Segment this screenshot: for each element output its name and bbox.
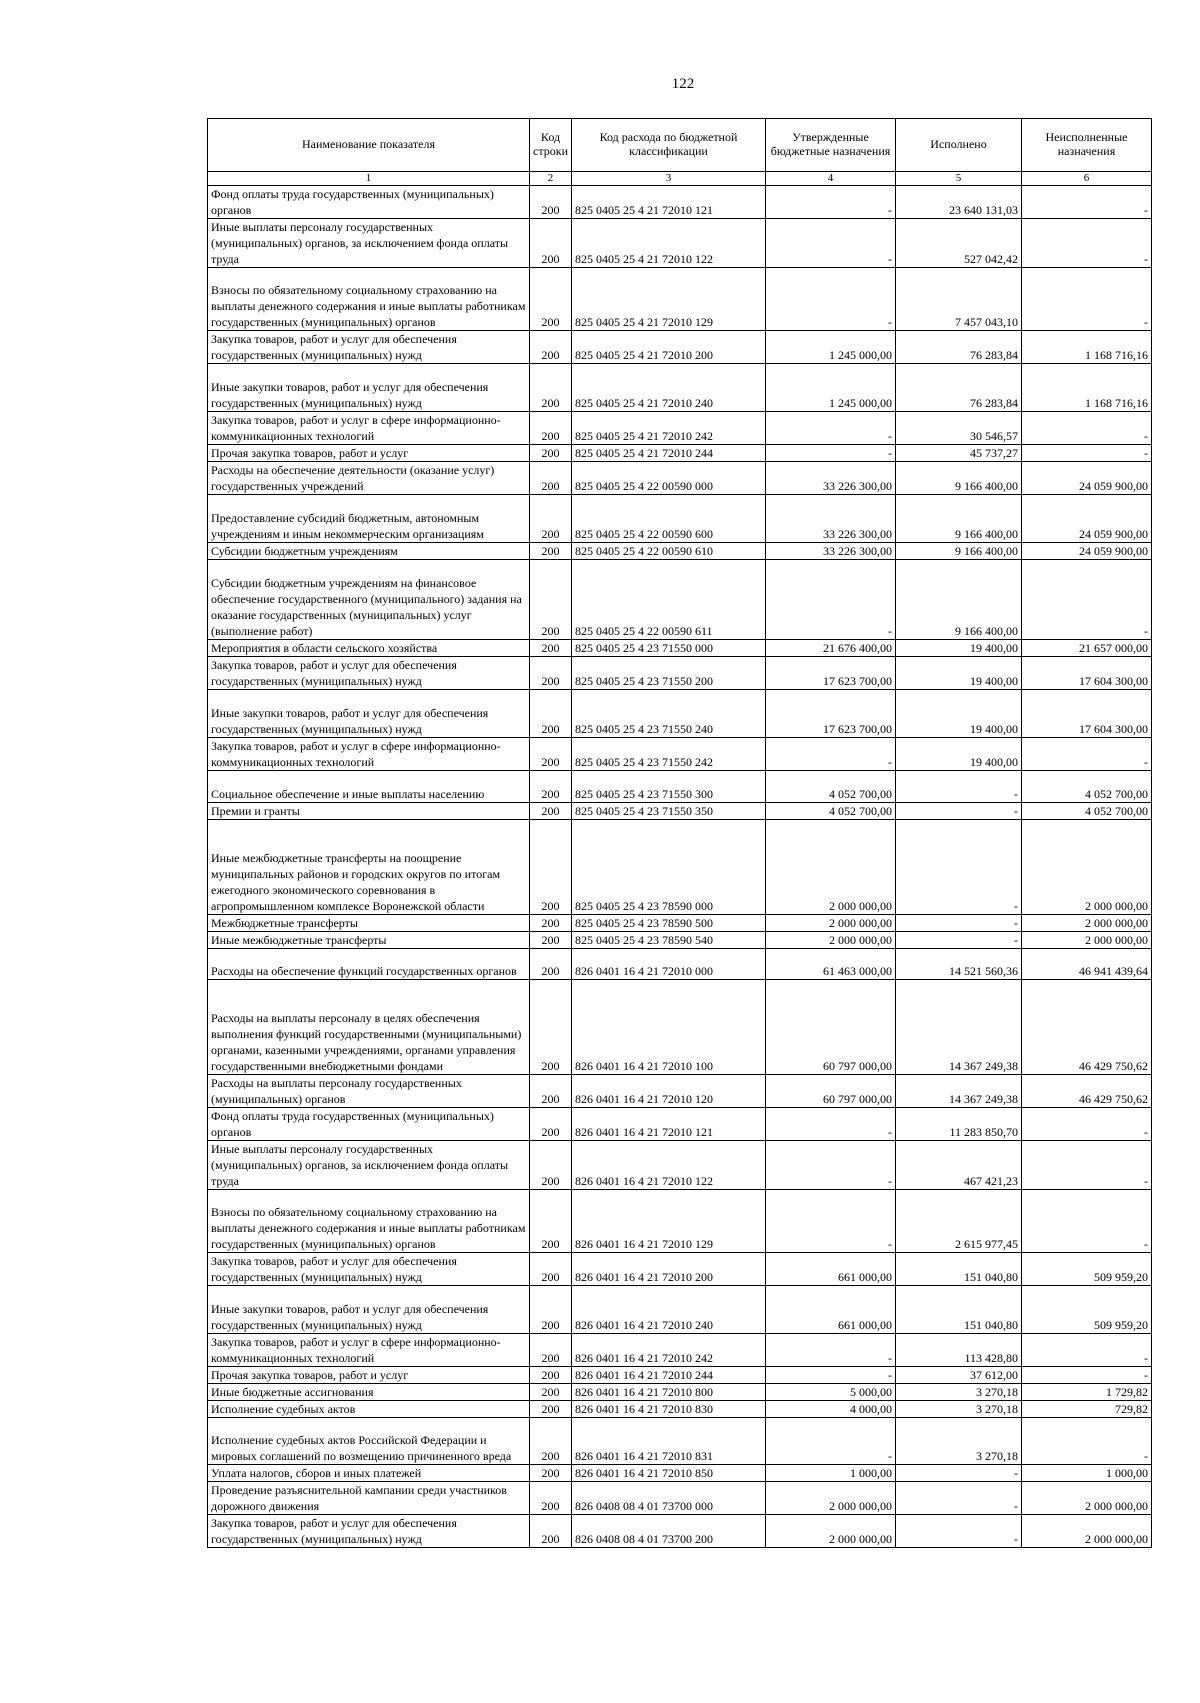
row-remaining-amount: 509 959,20 xyxy=(1022,1252,1152,1285)
table-row xyxy=(208,1366,1152,1383)
row-executed-amount: 527 042,42 xyxy=(896,218,1022,267)
table-row xyxy=(208,1481,1152,1514)
row-line-code: 200 xyxy=(530,1366,572,1383)
row-approved-amount: 2 000 000,00 xyxy=(766,914,896,931)
row-name: Закупка товаров, работ и услуг для обеспечения государственных (муниципальных) нужд xyxy=(208,1252,530,1285)
row-line-code: 200 xyxy=(530,218,572,267)
row-name: Закупка товаров, работ и услуг для обеспечения государственных (муниципальных) нужд xyxy=(208,656,530,689)
row-line-code: 200 xyxy=(530,656,572,689)
table-row xyxy=(208,363,1152,411)
row-remaining-amount: - xyxy=(1022,737,1152,770)
row-remaining-amount: - xyxy=(1022,218,1152,267)
row-executed-amount: 467 421,23 xyxy=(896,1140,1022,1189)
row-name: Межбюджетные трансферты xyxy=(208,914,530,931)
row-name: Исполнение судебных актов xyxy=(208,1400,530,1417)
row-remaining-amount: 4 052 700,00 xyxy=(1022,802,1152,819)
row-executed-amount: 76 283,84 xyxy=(896,330,1022,363)
table-row xyxy=(208,559,1152,639)
header-row xyxy=(208,119,1152,172)
row-approved-amount: - xyxy=(766,185,896,218)
row-line-code: 200 xyxy=(530,542,572,559)
row-remaining-amount: - xyxy=(1022,1189,1152,1252)
row-executed-amount: 9 166 400,00 xyxy=(896,461,1022,494)
row-executed-amount: 23 640 131,03 xyxy=(896,185,1022,218)
row-remaining-amount: 46 429 750,62 xyxy=(1022,1074,1152,1107)
row-classification-code: 826 0401 16 4 21 72010 200 xyxy=(572,1252,766,1285)
row-line-code: 200 xyxy=(530,1514,572,1547)
table-row xyxy=(208,1333,1152,1366)
row-remaining-amount: - xyxy=(1022,267,1152,330)
header-approved: Утвержденные бюджетные назначения xyxy=(766,119,896,172)
row-approved-amount: 2 000 000,00 xyxy=(766,1514,896,1547)
header-number: 1 xyxy=(208,172,530,186)
row-name: Иные закупки товаров, работ и услуг для обеспечения государственных (муниципальных) нужд xyxy=(208,689,530,737)
table-row xyxy=(208,1074,1152,1107)
row-classification-code: 826 0401 16 4 21 72010 121 xyxy=(572,1107,766,1140)
row-line-code: 200 xyxy=(530,185,572,218)
row-line-code: 200 xyxy=(530,444,572,461)
row-approved-amount: 4 052 700,00 xyxy=(766,802,896,819)
row-name: Исполнение судебных актов Российской Федерации и мировых соглашений по возмещению причиненного вреда xyxy=(208,1417,530,1464)
row-line-code: 200 xyxy=(530,267,572,330)
header-remaining: Неисполненные назначения xyxy=(1022,119,1152,172)
row-name: Проведение разъяснительной кампании среди участников дорожного движения xyxy=(208,1481,530,1514)
row-classification-code: 825 0405 25 4 21 72010 121 xyxy=(572,185,766,218)
table-row xyxy=(208,737,1152,770)
row-classification-code: 825 0405 25 4 23 71550 000 xyxy=(572,639,766,656)
row-approved-amount: 33 226 300,00 xyxy=(766,494,896,542)
row-name: Иные выплаты персоналу государственных (муниципальных) органов, за исключением фонда оплаты труда xyxy=(208,218,530,267)
row-line-code: 200 xyxy=(530,1189,572,1252)
row-executed-amount: 9 166 400,00 xyxy=(896,494,1022,542)
table-row xyxy=(208,542,1152,559)
table-row xyxy=(208,1400,1152,1417)
row-line-code: 200 xyxy=(530,979,572,1074)
row-executed-amount: - xyxy=(896,1481,1022,1514)
row-name: Иные закупки товаров, работ и услуг для обеспечения государственных (муниципальных) нужд xyxy=(208,1285,530,1333)
row-remaining-amount: 729,82 xyxy=(1022,1400,1152,1417)
row-remaining-amount: 509 959,20 xyxy=(1022,1285,1152,1333)
row-approved-amount: - xyxy=(766,218,896,267)
row-approved-amount: 4 052 700,00 xyxy=(766,770,896,802)
row-executed-amount: 9 166 400,00 xyxy=(896,542,1022,559)
table-row xyxy=(208,979,1152,1074)
row-approved-amount: 5 000,00 xyxy=(766,1383,896,1400)
row-name: Расходы на обеспечение функций государственных органов xyxy=(208,948,530,979)
row-classification-code: 826 0401 16 4 21 72010 850 xyxy=(572,1464,766,1481)
row-remaining-amount: 17 604 300,00 xyxy=(1022,689,1152,737)
row-approved-amount: - xyxy=(766,1366,896,1383)
row-classification-code: 825 0405 25 4 21 72010 242 xyxy=(572,411,766,444)
row-classification-code: 825 0405 25 4 23 71550 200 xyxy=(572,656,766,689)
row-classification-code: 825 0405 25 4 22 00590 600 xyxy=(572,494,766,542)
row-approved-amount: 4 000,00 xyxy=(766,1400,896,1417)
row-executed-amount: 113 428,80 xyxy=(896,1333,1022,1366)
table-row xyxy=(208,1514,1152,1547)
row-executed-amount: 11 283 850,70 xyxy=(896,1107,1022,1140)
row-name: Закупка товаров, работ и услуг для обеспечения государственных (муниципальных) нужд xyxy=(208,1514,530,1547)
table-row xyxy=(208,461,1152,494)
row-name: Расходы на выплаты персоналу в целях обеспечения выполнения функций государственными (муниципальными) органами, казенными учреждениями, органами управления государственными внебюджетными фондами xyxy=(208,979,530,1074)
row-name: Иные межбюджетные трансферты xyxy=(208,931,530,948)
row-remaining-amount: 24 059 900,00 xyxy=(1022,494,1152,542)
row-approved-amount: 1 000,00 xyxy=(766,1464,896,1481)
table-row xyxy=(208,1107,1152,1140)
row-name: Субсидии бюджетным учреждениям xyxy=(208,542,530,559)
row-line-code: 200 xyxy=(530,1285,572,1333)
row-executed-amount: 3 270,18 xyxy=(896,1400,1022,1417)
row-classification-code: 825 0405 25 4 21 72010 122 xyxy=(572,218,766,267)
row-line-code: 200 xyxy=(530,494,572,542)
row-approved-amount: - xyxy=(766,267,896,330)
row-remaining-amount: 2 000 000,00 xyxy=(1022,931,1152,948)
row-executed-amount: - xyxy=(896,1464,1022,1481)
row-classification-code: 826 0408 08 4 01 73700 200 xyxy=(572,1514,766,1547)
row-remaining-amount: 4 052 700,00 xyxy=(1022,770,1152,802)
row-name: Иные межбюджетные трансферты на поощрение муниципальных районов и городских округов по итогам ежегодного экономического соревнования в агропромышленном комплексе Воронежской области xyxy=(208,819,530,914)
row-executed-amount: 19 400,00 xyxy=(896,689,1022,737)
row-line-code: 200 xyxy=(530,689,572,737)
row-name: Иные бюджетные ассигнования xyxy=(208,1383,530,1400)
row-line-code: 200 xyxy=(530,639,572,656)
header-number-row xyxy=(208,172,1152,186)
row-name: Фонд оплаты труда государственных (муниципальных) органов xyxy=(208,185,530,218)
row-remaining-amount: 24 059 900,00 xyxy=(1022,461,1152,494)
row-name: Иные закупки товаров, работ и услуг для обеспечения государственных (муниципальных) нужд xyxy=(208,363,530,411)
row-line-code: 200 xyxy=(530,461,572,494)
row-executed-amount: 19 400,00 xyxy=(896,639,1022,656)
table-row xyxy=(208,948,1152,979)
row-classification-code: 825 0405 25 4 22 00590 610 xyxy=(572,542,766,559)
table-row xyxy=(208,1189,1152,1252)
row-line-code: 200 xyxy=(530,1400,572,1417)
row-line-code: 200 xyxy=(530,1417,572,1464)
table-row xyxy=(208,218,1152,267)
row-classification-code: 826 0401 16 4 21 72010 242 xyxy=(572,1333,766,1366)
table-row xyxy=(208,1417,1152,1464)
row-remaining-amount: - xyxy=(1022,1333,1152,1366)
budget-execution-table xyxy=(207,118,1152,1548)
row-executed-amount: - xyxy=(896,1514,1022,1547)
page-number: 122 xyxy=(671,76,695,92)
row-executed-amount: 19 400,00 xyxy=(896,737,1022,770)
row-name: Предоставление субсидий бюджетным, автономным учреждениям и иным некоммерческим организациям xyxy=(208,494,530,542)
row-line-code: 200 xyxy=(530,1464,572,1481)
row-name: Иные выплаты персоналу государственных (муниципальных) органов, за исключением фонда оплаты труда xyxy=(208,1140,530,1189)
row-executed-amount: 37 612,00 xyxy=(896,1366,1022,1383)
row-name: Прочая закупка товаров, работ и услуг xyxy=(208,1366,530,1383)
table-row xyxy=(208,639,1152,656)
row-executed-amount: - xyxy=(896,802,1022,819)
table-row xyxy=(208,689,1152,737)
table-row xyxy=(208,1383,1152,1400)
row-executed-amount: - xyxy=(896,819,1022,914)
row-remaining-amount: - xyxy=(1022,1140,1152,1189)
row-name: Закупка товаров, работ и услуг в сфере информационно-коммуникационных технологий xyxy=(208,737,530,770)
table-row xyxy=(208,330,1152,363)
row-remaining-amount: - xyxy=(1022,185,1152,218)
row-classification-code: 825 0405 25 4 23 71550 242 xyxy=(572,737,766,770)
row-approved-amount: 17 623 700,00 xyxy=(766,689,896,737)
row-approved-amount: 2 000 000,00 xyxy=(766,1481,896,1514)
row-classification-code: 825 0405 25 4 23 78590 500 xyxy=(572,914,766,931)
row-approved-amount: 60 797 000,00 xyxy=(766,1074,896,1107)
row-executed-amount: 30 546,57 xyxy=(896,411,1022,444)
row-approved-amount: 17 623 700,00 xyxy=(766,656,896,689)
row-classification-code: 826 0401 16 4 21 72010 244 xyxy=(572,1366,766,1383)
row-approved-amount: - xyxy=(766,1417,896,1464)
header-classification-code: Код расхода по бюджетной классификации xyxy=(572,119,766,172)
row-remaining-amount: 1 729,82 xyxy=(1022,1383,1152,1400)
row-line-code: 200 xyxy=(530,1107,572,1140)
row-name: Мероприятия в области сельского хозяйства xyxy=(208,639,530,656)
row-line-code: 200 xyxy=(530,819,572,914)
row-executed-amount: 3 270,18 xyxy=(896,1417,1022,1464)
table-row xyxy=(208,656,1152,689)
row-classification-code: 825 0405 25 4 21 72010 244 xyxy=(572,444,766,461)
row-classification-code: 826 0401 16 4 21 72010 100 xyxy=(572,979,766,1074)
row-remaining-amount: - xyxy=(1022,411,1152,444)
row-remaining-amount: - xyxy=(1022,1417,1152,1464)
row-classification-code: 826 0401 16 4 21 72010 129 xyxy=(572,1189,766,1252)
row-name: Закупка товаров, работ и услуг для обеспечения государственных (муниципальных) нужд xyxy=(208,330,530,363)
row-remaining-amount: 2 000 000,00 xyxy=(1022,1514,1152,1547)
table-row xyxy=(208,931,1152,948)
row-line-code: 200 xyxy=(530,1333,572,1366)
table-row xyxy=(208,411,1152,444)
row-classification-code: 826 0401 16 4 21 72010 831 xyxy=(572,1417,766,1464)
row-name: Премии и гранты xyxy=(208,802,530,819)
header-number: 6 xyxy=(1022,172,1152,186)
row-approved-amount: 1 245 000,00 xyxy=(766,330,896,363)
header-number: 5 xyxy=(896,172,1022,186)
row-name: Закупка товаров, работ и услуг в сфере информационно-коммуникационных технологий xyxy=(208,1333,530,1366)
table-row xyxy=(208,267,1152,330)
row-line-code: 200 xyxy=(530,737,572,770)
row-remaining-amount: 21 657 000,00 xyxy=(1022,639,1152,656)
table-row xyxy=(208,770,1152,802)
row-line-code: 200 xyxy=(530,1140,572,1189)
row-line-code: 200 xyxy=(530,802,572,819)
row-remaining-amount: - xyxy=(1022,559,1152,639)
table-row xyxy=(208,914,1152,931)
row-name: Социальное обеспечение и иные выплаты населению xyxy=(208,770,530,802)
row-line-code: 200 xyxy=(530,1383,572,1400)
row-executed-amount: 151 040,80 xyxy=(896,1285,1022,1333)
row-line-code: 200 xyxy=(530,931,572,948)
row-approved-amount: - xyxy=(766,1107,896,1140)
table-row xyxy=(208,1252,1152,1285)
row-remaining-amount: - xyxy=(1022,444,1152,461)
row-line-code: 200 xyxy=(530,1252,572,1285)
row-approved-amount: - xyxy=(766,1333,896,1366)
table-row xyxy=(208,819,1152,914)
row-executed-amount: 14 367 249,38 xyxy=(896,1074,1022,1107)
row-classification-code: 825 0405 25 4 22 00590 000 xyxy=(572,461,766,494)
header-line-code: Код строки xyxy=(530,119,572,172)
row-executed-amount: 45 737,27 xyxy=(896,444,1022,461)
row-classification-code: 826 0401 16 4 21 72010 240 xyxy=(572,1285,766,1333)
header-indicator-name: Наименование показателя xyxy=(208,119,530,172)
row-name: Расходы на выплаты персоналу государственных (муниципальных) органов xyxy=(208,1074,530,1107)
table-row xyxy=(208,1464,1152,1481)
row-classification-code: 826 0408 08 4 01 73700 000 xyxy=(572,1481,766,1514)
header-number: 2 xyxy=(530,172,572,186)
row-executed-amount: 14 367 249,38 xyxy=(896,979,1022,1074)
row-approved-amount: 2 000 000,00 xyxy=(766,819,896,914)
row-classification-code: 825 0405 25 4 21 72010 129 xyxy=(572,267,766,330)
row-approved-amount: 661 000,00 xyxy=(766,1252,896,1285)
row-executed-amount: 151 040,80 xyxy=(896,1252,1022,1285)
row-approved-amount: 1 245 000,00 xyxy=(766,363,896,411)
table-row xyxy=(208,802,1152,819)
row-remaining-amount: 2 000 000,00 xyxy=(1022,914,1152,931)
row-classification-code: 826 0401 16 4 21 72010 120 xyxy=(572,1074,766,1107)
row-line-code: 200 xyxy=(530,770,572,802)
row-name: Субсидии бюджетным учреждениям на финансовое обеспечение государственного (муниципального) задания на оказание государственных (муниципальных) услуг (выполнение работ) xyxy=(208,559,530,639)
row-remaining-amount: - xyxy=(1022,1366,1152,1383)
row-name: Фонд оплаты труда государственных (муниципальных) органов xyxy=(208,1107,530,1140)
row-approved-amount: 60 797 000,00 xyxy=(766,979,896,1074)
row-classification-code: 825 0405 25 4 23 78590 000 xyxy=(572,819,766,914)
row-approved-amount: - xyxy=(766,737,896,770)
row-executed-amount: 19 400,00 xyxy=(896,656,1022,689)
row-classification-code: 825 0405 25 4 23 78590 540 xyxy=(572,931,766,948)
row-approved-amount: 2 000 000,00 xyxy=(766,931,896,948)
header-number: 3 xyxy=(572,172,766,186)
table-row xyxy=(208,185,1152,218)
row-executed-amount: 76 283,84 xyxy=(896,363,1022,411)
row-executed-amount: - xyxy=(896,931,1022,948)
row-name: Прочая закупка товаров, работ и услуг xyxy=(208,444,530,461)
row-executed-amount: 7 457 043,10 xyxy=(896,267,1022,330)
row-classification-code: 825 0405 25 4 21 72010 200 xyxy=(572,330,766,363)
row-classification-code: 826 0401 16 4 21 72010 800 xyxy=(572,1383,766,1400)
row-remaining-amount: 2 000 000,00 xyxy=(1022,1481,1152,1514)
row-remaining-amount: 24 059 900,00 xyxy=(1022,542,1152,559)
row-line-code: 200 xyxy=(530,411,572,444)
row-classification-code: 825 0405 25 4 21 72010 240 xyxy=(572,363,766,411)
row-executed-amount: 3 270,18 xyxy=(896,1383,1022,1400)
row-approved-amount: 33 226 300,00 xyxy=(766,461,896,494)
table-row xyxy=(208,494,1152,542)
row-remaining-amount: 17 604 300,00 xyxy=(1022,656,1152,689)
row-approved-amount: - xyxy=(766,411,896,444)
header-executed: Исполнено xyxy=(896,119,1022,172)
row-line-code: 200 xyxy=(530,330,572,363)
row-line-code: 200 xyxy=(530,559,572,639)
row-name: Взносы по обязательному социальному страхованию на выплаты денежного содержания и иные выплаты работникам государственных (муниципальных) органов xyxy=(208,267,530,330)
row-classification-code: 825 0405 25 4 22 00590 611 xyxy=(572,559,766,639)
table-row xyxy=(208,444,1152,461)
row-remaining-amount: 1 000,00 xyxy=(1022,1464,1152,1481)
row-name: Расходы на обеспечение деятельности (оказание услуг) государственных учреждений xyxy=(208,461,530,494)
row-name: Закупка товаров, работ и услуг в сфере информационно-коммуникационных технологий xyxy=(208,411,530,444)
row-line-code: 200 xyxy=(530,948,572,979)
row-executed-amount: 9 166 400,00 xyxy=(896,559,1022,639)
row-executed-amount: - xyxy=(896,770,1022,802)
row-line-code: 200 xyxy=(530,1481,572,1514)
row-classification-code: 826 0401 16 4 21 72010 830 xyxy=(572,1400,766,1417)
row-approved-amount: - xyxy=(766,559,896,639)
row-remaining-amount: 46 429 750,62 xyxy=(1022,979,1152,1074)
row-approved-amount: 61 463 000,00 xyxy=(766,948,896,979)
row-classification-code: 825 0405 25 4 23 71550 240 xyxy=(572,689,766,737)
row-executed-amount: 14 521 560,36 xyxy=(896,948,1022,979)
row-classification-code: 826 0401 16 4 21 72010 122 xyxy=(572,1140,766,1189)
row-classification-code: 825 0405 25 4 23 71550 300 xyxy=(572,770,766,802)
row-approved-amount: - xyxy=(766,444,896,461)
row-line-code: 200 xyxy=(530,914,572,931)
row-remaining-amount: 46 941 439,64 xyxy=(1022,948,1152,979)
row-executed-amount: - xyxy=(896,914,1022,931)
row-classification-code: 825 0405 25 4 23 71550 350 xyxy=(572,802,766,819)
row-approved-amount: 33 226 300,00 xyxy=(766,542,896,559)
row-line-code: 200 xyxy=(530,363,572,411)
header-number: 4 xyxy=(766,172,896,186)
row-executed-amount: 2 615 977,45 xyxy=(896,1189,1022,1252)
row-approved-amount: - xyxy=(766,1189,896,1252)
row-name: Уплата налогов, сборов и иных платежей xyxy=(208,1464,530,1481)
row-remaining-amount: 2 000 000,00 xyxy=(1022,819,1152,914)
row-name: Взносы по обязательному социальному страхованию на выплаты денежного содержания и иные выплаты работникам государственных (муниципальных) органов xyxy=(208,1189,530,1252)
row-remaining-amount: - xyxy=(1022,1107,1152,1140)
row-remaining-amount: 1 168 716,16 xyxy=(1022,363,1152,411)
row-classification-code: 826 0401 16 4 21 72010 000 xyxy=(572,948,766,979)
row-approved-amount: 21 676 400,00 xyxy=(766,639,896,656)
row-remaining-amount: 1 168 716,16 xyxy=(1022,330,1152,363)
row-approved-amount: - xyxy=(766,1140,896,1189)
table-row xyxy=(208,1285,1152,1333)
row-approved-amount: 661 000,00 xyxy=(766,1285,896,1333)
row-line-code: 200 xyxy=(530,1074,572,1107)
table-row xyxy=(208,1140,1152,1189)
